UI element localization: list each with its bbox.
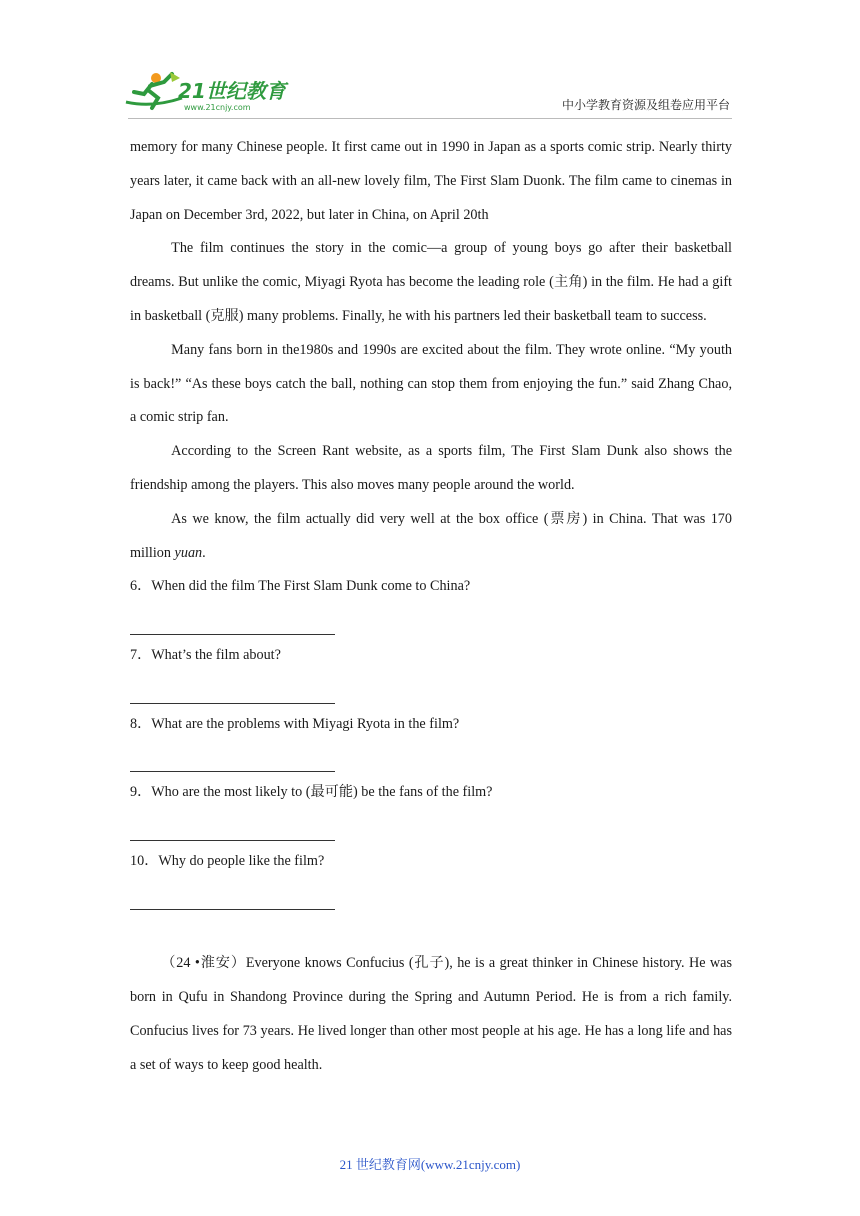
- header-divider: [128, 118, 732, 119]
- answer-line-8[interactable]: [130, 741, 335, 772]
- logo-title: 21世纪教育: [178, 79, 286, 103]
- question-7: 7．What’s the film about?: [130, 646, 281, 663]
- passage1-paragraph-2: The film continues the story in the comic—a group of young boys go after their basketball dreams. But unlike the comic, Miyagi Ryota has become the leading role (主角) in the film. He had a gift in basketball (克服) many problems. Finally, he with his partners led their basketball team to success.: [130, 240, 732, 324]
- header-platform-text: 中小学教育资源及组卷应用平台: [561, 98, 730, 112]
- p5-italic-unit: yuan: [174, 544, 203, 561]
- question-8: 8．What are the problems with Miyagi Ryota in the film?: [130, 715, 460, 732]
- section-gap: [130, 913, 732, 947]
- p5-text: As we know, the film actually did very well at the box office (票房) in China. That was 170 million: [130, 510, 732, 561]
- question-9: 9．Who are the most likely to (最可能) be the fans of the film?: [130, 784, 493, 801]
- answer-line-7[interactable]: [130, 673, 335, 704]
- question-10: 10．Why do people like the film?: [130, 852, 325, 869]
- passage1-paragraph-1: memory for many Chinese people. It first came out in 1990 in Japan as a sports comic strip. Nearly thirty years later, it came back with an all-new lovely film, The First Slam Duonk. The film came to cinemas in Japan on December 3rd, 2022, but later in China, on April 20th: [130, 139, 732, 223]
- p5-end: .: [202, 544, 206, 561]
- answer-line-9[interactable]: [130, 810, 335, 841]
- site-logo: [122, 68, 294, 114]
- passage1-paragraph-4: According to the Screen Rant website, as a sports film, The First Slam Dunk also shows the friendship among the players. This also moves many people around the world.: [130, 443, 732, 493]
- passage1-paragraph-3: Many fans born in the1980s and 1990s are excited about the film. They wrote online. “My youth is back!” “As these boys catch the ball, nothing can stop them from enjoying the fun.” said Zhang Chao, a comic strip fan.: [130, 341, 732, 426]
- passage1-paragraph-5: [130, 503, 732, 571]
- answer-line-10[interactable]: [130, 879, 335, 910]
- logo-subtitle: www.21cnjy.com: [184, 103, 251, 112]
- question-6: 6．When did the film The First Slam Dunk come to China?: [130, 578, 471, 595]
- runner-logo-icon: [122, 68, 294, 114]
- document-body: [130, 131, 732, 1083]
- footer-site-link[interactable]: 21 世纪教育网(www.21cnjy.com): [339, 1157, 521, 1172]
- answer-line-6[interactable]: [130, 604, 335, 635]
- passage2-paragraph-1: （24 •淮安）Everyone knows Confucius (孔子), he is a great thinker in Chinese history. He was born in Qufu in Shandong Province during the Spring and Autumn Period. He is from a rich family. Confucius lives for 73 years. He lived longer than other most people at his age. He has a long life and has a set of ways to keep good health.: [130, 955, 732, 1073]
